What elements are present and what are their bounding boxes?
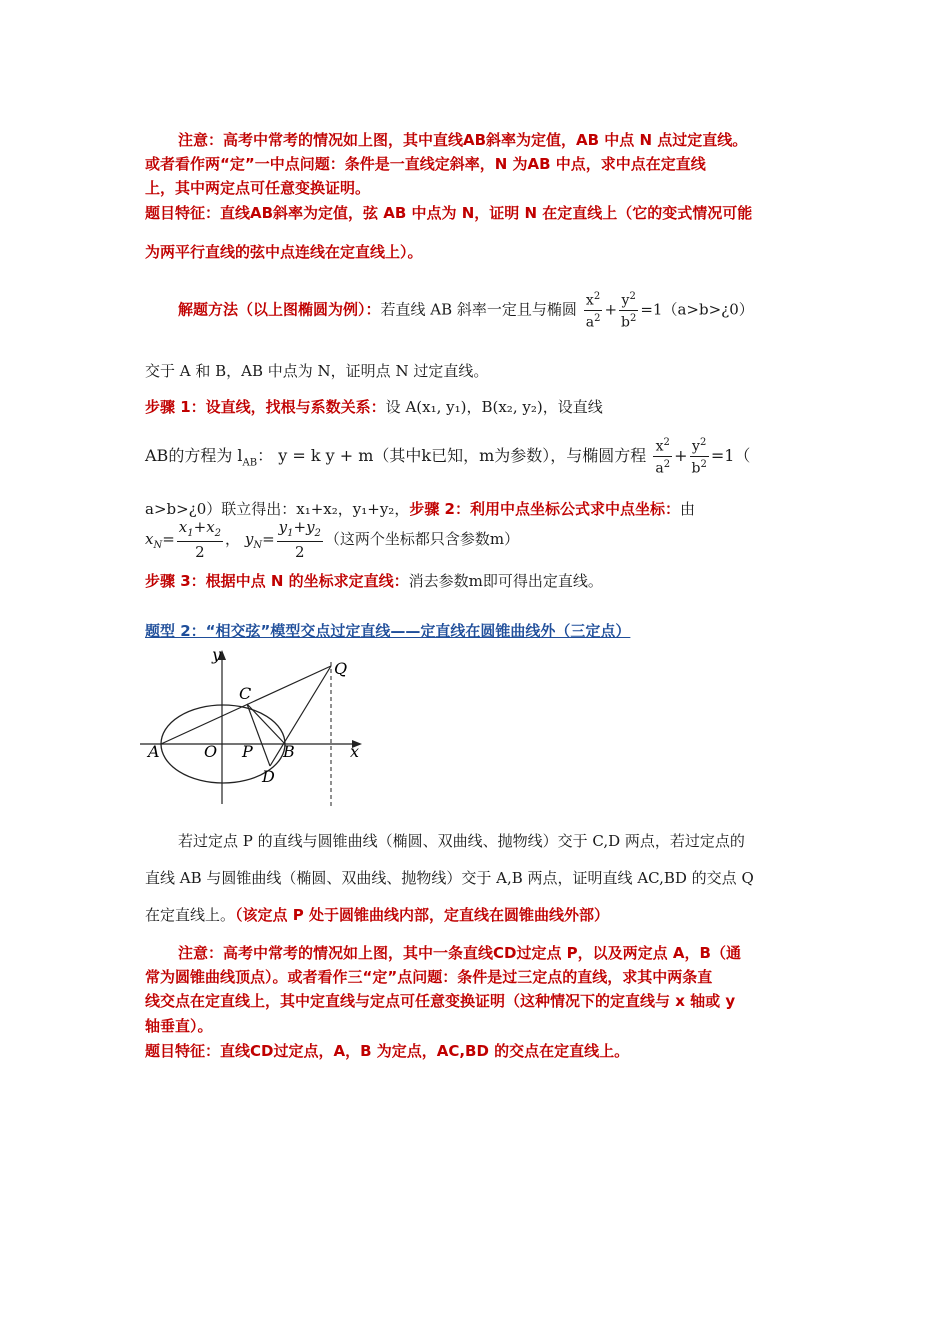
ellipse-fraction-x: $\frac{x^2}{a^2}$ bbox=[585, 291, 601, 331]
line-equation-body: ： y = k y + m（其中k已知，m为参数），与椭圆方程 bbox=[257, 446, 647, 466]
line-CB bbox=[247, 704, 285, 744]
step3-label: 步骤 3：根据中点 N 的坐标求定直线： bbox=[145, 572, 409, 590]
step1-line3-text: a>b>¿0）联立得出：x₁+x₂，y₁+y₂， bbox=[145, 500, 410, 518]
step1-equation-line: AB的方程为 $l_{AB}$： y = k y + m（其中k已知，m为参数），与椭圆方程 $\frac{x^2}{a^2}$ + $\frac{y^2}{b^2}$ =1（ bbox=[145, 437, 751, 477]
line-equation-prefix: AB的方程为 l bbox=[145, 446, 243, 466]
label-D: D bbox=[262, 767, 275, 786]
label-x: x bbox=[350, 742, 360, 761]
method-line: 解题方法（以上图椭圆为例）：若直线 AB 斜率一定且与椭圆 $\frac{x^2}{a^2}$ + $\frac{y^2}{b^2}$ =1（a>b>¿0） bbox=[178, 291, 754, 331]
body-line-3-note: （该定点 P 处于圆锥曲线内部，定直线在圆锥曲线外部） bbox=[235, 906, 609, 924]
feature2-line: 题目特征：直线CD过定点，A，B 为定点，AC,BD 的交点在定直线上。 bbox=[145, 1042, 630, 1060]
feature-line-1: 题目特征：直线AB斜率为定值，弦 AB 中点为 N，证明 N 在定直线上（它的变式情况可能 bbox=[145, 204, 753, 222]
line-AQ bbox=[161, 666, 331, 744]
step3-line bbox=[145, 569, 603, 593]
note2-line-4: 轴垂直）。 bbox=[145, 1017, 213, 1035]
label-Q: Q bbox=[334, 659, 348, 678]
body-line-3-text: 在定直线上。 bbox=[145, 906, 236, 924]
note2-line-2: 常为圆锥曲线顶点）。或者看作三“定”点问题：条件是过三定点的直线，求其中两条直 bbox=[145, 968, 713, 986]
midpoint-formulas: $x_N=$ $\frac{x_1+x_2}{2}$ ， $y_N=$ $\frac{y_1+y_2}{2}$ （这两个坐标都只含参数m） bbox=[145, 518, 520, 561]
step1-line-3 bbox=[145, 497, 695, 521]
label-A: A bbox=[148, 742, 160, 761]
body-line-3 bbox=[145, 903, 609, 927]
note-line-3: 上，其中两定点可任意变换证明。 bbox=[145, 179, 371, 197]
step1-text: 设 A(x₁, y₁)，B(x₂, y₂)，设直线 bbox=[385, 398, 603, 416]
label-C: C bbox=[239, 684, 252, 703]
feature-line-2: 为两平行直线的弦中点连线在定直线上）。 bbox=[145, 243, 423, 261]
step1-line bbox=[145, 395, 603, 419]
label-P: P bbox=[242, 742, 253, 761]
ellipse-eq-fraction-x: $\frac{x^2}{a^2}$ bbox=[655, 437, 671, 477]
body-line-2: 直线 AB 与圆锥曲线（椭圆、双曲线、抛物线）交于 A,B 两点，证明直线 AC,BD 的交点 Q bbox=[145, 869, 754, 887]
step3-text: 消去参数m即可得出定直线。 bbox=[408, 572, 603, 590]
label-O: O bbox=[204, 742, 218, 761]
line-DQ bbox=[270, 666, 331, 766]
section-title: 题型 2：“相交弦”模型交点过定直线——定直线在圆锥曲线外（三定点） bbox=[145, 622, 631, 640]
step2-text: 由 bbox=[680, 500, 696, 518]
note-line-1: 注意：高考中常考的情况如上图，其中直线AB斜率为定值，AB 中点 N 点过定直线。 bbox=[178, 131, 748, 149]
body-line-1: 若过定点 P 的直线与圆锥曲线（椭圆、双曲线、抛物线）交于 C,D 两点，若过定点的 bbox=[178, 832, 745, 850]
method-condition: =1（a>b>¿0） bbox=[640, 300, 754, 319]
step2-note: （这两个坐标都只含参数m） bbox=[324, 530, 520, 548]
step1-label: 步骤 1：设直线，找根与系数关系： bbox=[145, 398, 386, 416]
ellipse-fraction-y: $\frac{y^2}{b^2}$ bbox=[621, 291, 637, 331]
ellipse-eq-fraction-y: $\frac{y^2}{b^2}$ bbox=[691, 437, 707, 477]
ellipse-eq-suffix: =1（ bbox=[710, 446, 751, 466]
xn-fraction: $\frac{x_1+x_2}{2}$ bbox=[178, 518, 222, 561]
yn-fraction: $\frac{y_1+y_2}{2}$ bbox=[278, 518, 321, 561]
step2-label: 步骤 2：利用中点坐标公式求中点坐标： bbox=[409, 500, 680, 518]
line-equation-subscript: AB bbox=[242, 457, 258, 469]
note2-line-1: 注意：高考中常考的情况如上图，其中一条直线CD过定点 P，以及两定点 A，B（通 bbox=[178, 944, 741, 962]
label-B: B bbox=[283, 742, 295, 761]
label-y: y bbox=[212, 645, 222, 664]
note-line-2: 或者看作两“定”一中点问题：条件是一直线定斜率，N 为AB 中点，求中点在定直线 bbox=[145, 155, 706, 173]
method-label: 解题方法（以上图椭圆为例）： bbox=[178, 300, 381, 319]
method-line-2: 交于 A 和 B，AB 中点为 N，证明点 N 过定直线。 bbox=[145, 362, 489, 380]
conic-figure bbox=[140, 644, 370, 812]
method-text: 若直线 AB 斜率一定且与椭圆 bbox=[380, 300, 577, 319]
note2-line-3: 线交点在定直线上，其中定直线与定点可任意变换证明（这种情况下的定直线与 x 轴或 y bbox=[145, 992, 736, 1010]
